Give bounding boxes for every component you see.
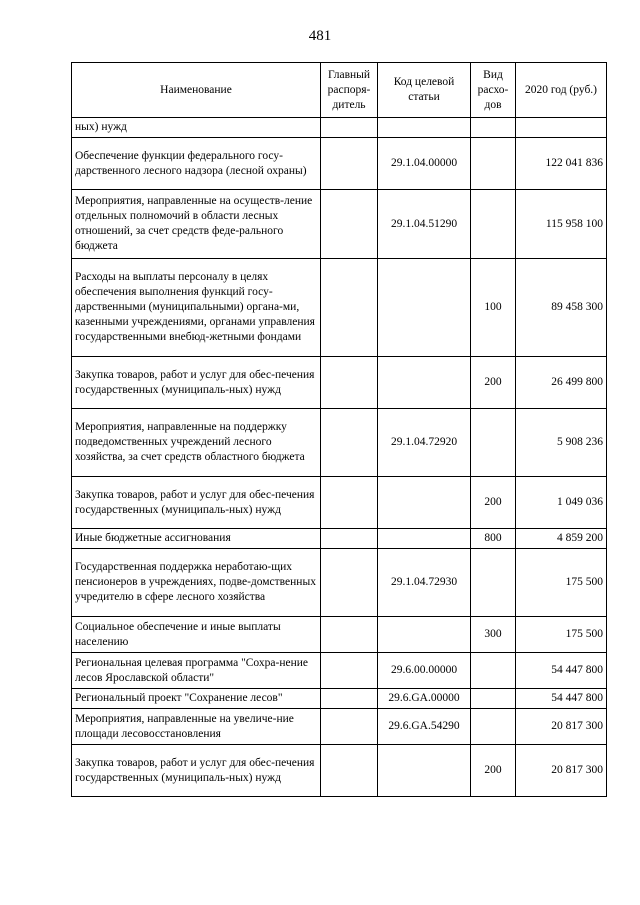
table-row bbox=[72, 477, 607, 529]
row-admin bbox=[321, 190, 378, 259]
row-kind: 800 bbox=[471, 529, 516, 549]
row-admin bbox=[321, 549, 378, 617]
row-kind: 300 bbox=[471, 617, 516, 653]
page-number: 481 bbox=[308, 28, 332, 44]
row-code bbox=[378, 118, 471, 138]
row-code bbox=[378, 477, 471, 529]
row-kind: 100 bbox=[471, 259, 516, 357]
row-kind: 200 bbox=[471, 745, 516, 797]
budget-table bbox=[71, 62, 607, 797]
row-code: 29.6.00.00000 bbox=[378, 653, 471, 689]
row-admin bbox=[321, 138, 378, 190]
row-kind bbox=[471, 409, 516, 477]
row-kind bbox=[471, 689, 516, 709]
table-header-row bbox=[72, 63, 607, 118]
row-admin bbox=[321, 409, 378, 477]
row-amount: 20 817 300 bbox=[516, 709, 607, 745]
row-amount: 54 447 800 bbox=[516, 653, 607, 689]
row-name: Иные бюджетные ассигнования bbox=[72, 529, 321, 549]
row-name: Социальное обеспечение и иные выплаты населению bbox=[72, 617, 321, 653]
row-kind: 200 bbox=[471, 477, 516, 529]
row-amount: 54 447 800 bbox=[516, 689, 607, 709]
row-code bbox=[378, 617, 471, 653]
row-name: ных) нужд bbox=[72, 118, 321, 138]
row-code: 29.6.GA.54290 bbox=[378, 709, 471, 745]
row-kind bbox=[471, 549, 516, 617]
row-amount: 26 499 800 bbox=[516, 357, 607, 409]
row-name: Мероприятия, направленные на осуществ-ление отдельных полномочий в области лесных отношений, за счет средств феде-рального бюджета bbox=[72, 190, 321, 259]
row-amount: 115 958 100 bbox=[516, 190, 607, 259]
row-admin bbox=[321, 617, 378, 653]
row-admin bbox=[321, 529, 378, 549]
row-code: 29.1.04.72920 bbox=[378, 409, 471, 477]
row-name: Расходы на выплаты персоналу в целях обеспечения выполнения функций госу-дарственными (муниципальными) органа-ми, казенными учреждениями, органами управления государственными внебюд-жетными фондами bbox=[72, 259, 321, 357]
row-admin bbox=[321, 709, 378, 745]
table-row bbox=[72, 529, 607, 549]
column-header-admin: Главный распоря-дитель bbox=[321, 63, 378, 118]
row-code: 29.1.04.51290 bbox=[378, 190, 471, 259]
row-admin bbox=[321, 745, 378, 797]
row-name: Государственная поддержка неработаю-щих пенсионеров в учреждениях, подве-домственных учредителю в сфере лесного хозяйства bbox=[72, 549, 321, 617]
row-admin bbox=[321, 259, 378, 357]
row-kind bbox=[471, 190, 516, 259]
row-kind bbox=[471, 653, 516, 689]
row-amount: 175 500 bbox=[516, 617, 607, 653]
column-header-code: Код целевой статьи bbox=[378, 63, 471, 118]
row-name: Региональный проект "Сохранение лесов" bbox=[72, 689, 321, 709]
row-code bbox=[378, 259, 471, 357]
row-amount bbox=[516, 118, 607, 138]
row-name: Обеспечение функции федерального госу-дарственного лесного надзора (лесной охраны) bbox=[72, 138, 321, 190]
row-code: 29.1.04.00000 bbox=[378, 138, 471, 190]
row-name: Мероприятия, направленные на увеличе-ние площади лесовосстановления bbox=[72, 709, 321, 745]
table-row bbox=[72, 259, 607, 357]
table-row bbox=[72, 190, 607, 259]
row-code bbox=[378, 357, 471, 409]
row-admin bbox=[321, 118, 378, 138]
row-kind bbox=[471, 138, 516, 190]
table-row bbox=[72, 709, 607, 745]
row-amount: 20 817 300 bbox=[516, 745, 607, 797]
row-code: 29.1.04.72930 bbox=[378, 549, 471, 617]
row-kind bbox=[471, 118, 516, 138]
row-admin bbox=[321, 477, 378, 529]
table-row bbox=[72, 689, 607, 709]
row-admin bbox=[321, 357, 378, 409]
row-name: Мероприятия, направленные на поддержку подведомственных учреждений лесного хозяйства, за счет средств областного бюджета bbox=[72, 409, 321, 477]
row-name: Закупка товаров, работ и услуг для обес-печения государственных (муниципаль-ных) нужд bbox=[72, 357, 321, 409]
table-row bbox=[72, 357, 607, 409]
row-amount: 175 500 bbox=[516, 549, 607, 617]
row-admin bbox=[321, 653, 378, 689]
row-amount: 89 458 300 bbox=[516, 259, 607, 357]
column-header-name: Наименование bbox=[72, 63, 321, 118]
row-code bbox=[378, 745, 471, 797]
table-row bbox=[72, 138, 607, 190]
row-kind: 200 bbox=[471, 357, 516, 409]
table-row bbox=[72, 118, 607, 138]
row-amount: 122 041 836 bbox=[516, 138, 607, 190]
row-amount: 4 859 200 bbox=[516, 529, 607, 549]
column-header-amount: 2020 год (руб.) bbox=[516, 63, 607, 118]
table-row bbox=[72, 745, 607, 797]
row-amount: 5 908 236 bbox=[516, 409, 607, 477]
column-header-kind: Вид расхо-дов bbox=[471, 63, 516, 118]
row-amount: 1 049 036 bbox=[516, 477, 607, 529]
table-row bbox=[72, 549, 607, 617]
row-admin bbox=[321, 689, 378, 709]
row-code: 29.6.GA.00000 bbox=[378, 689, 471, 709]
row-name: Региональная целевая программа "Сохра-нение лесов Ярославской области" bbox=[72, 653, 321, 689]
table-row bbox=[72, 653, 607, 689]
row-code bbox=[378, 529, 471, 549]
row-name: Закупка товаров, работ и услуг для обес-печения государственных (муниципаль-ных) нужд bbox=[72, 745, 321, 797]
table-row bbox=[72, 617, 607, 653]
row-kind bbox=[471, 709, 516, 745]
row-name: Закупка товаров, работ и услуг для обес-печения государственных (муниципаль-ных) нужд bbox=[72, 477, 321, 529]
table-row bbox=[72, 409, 607, 477]
